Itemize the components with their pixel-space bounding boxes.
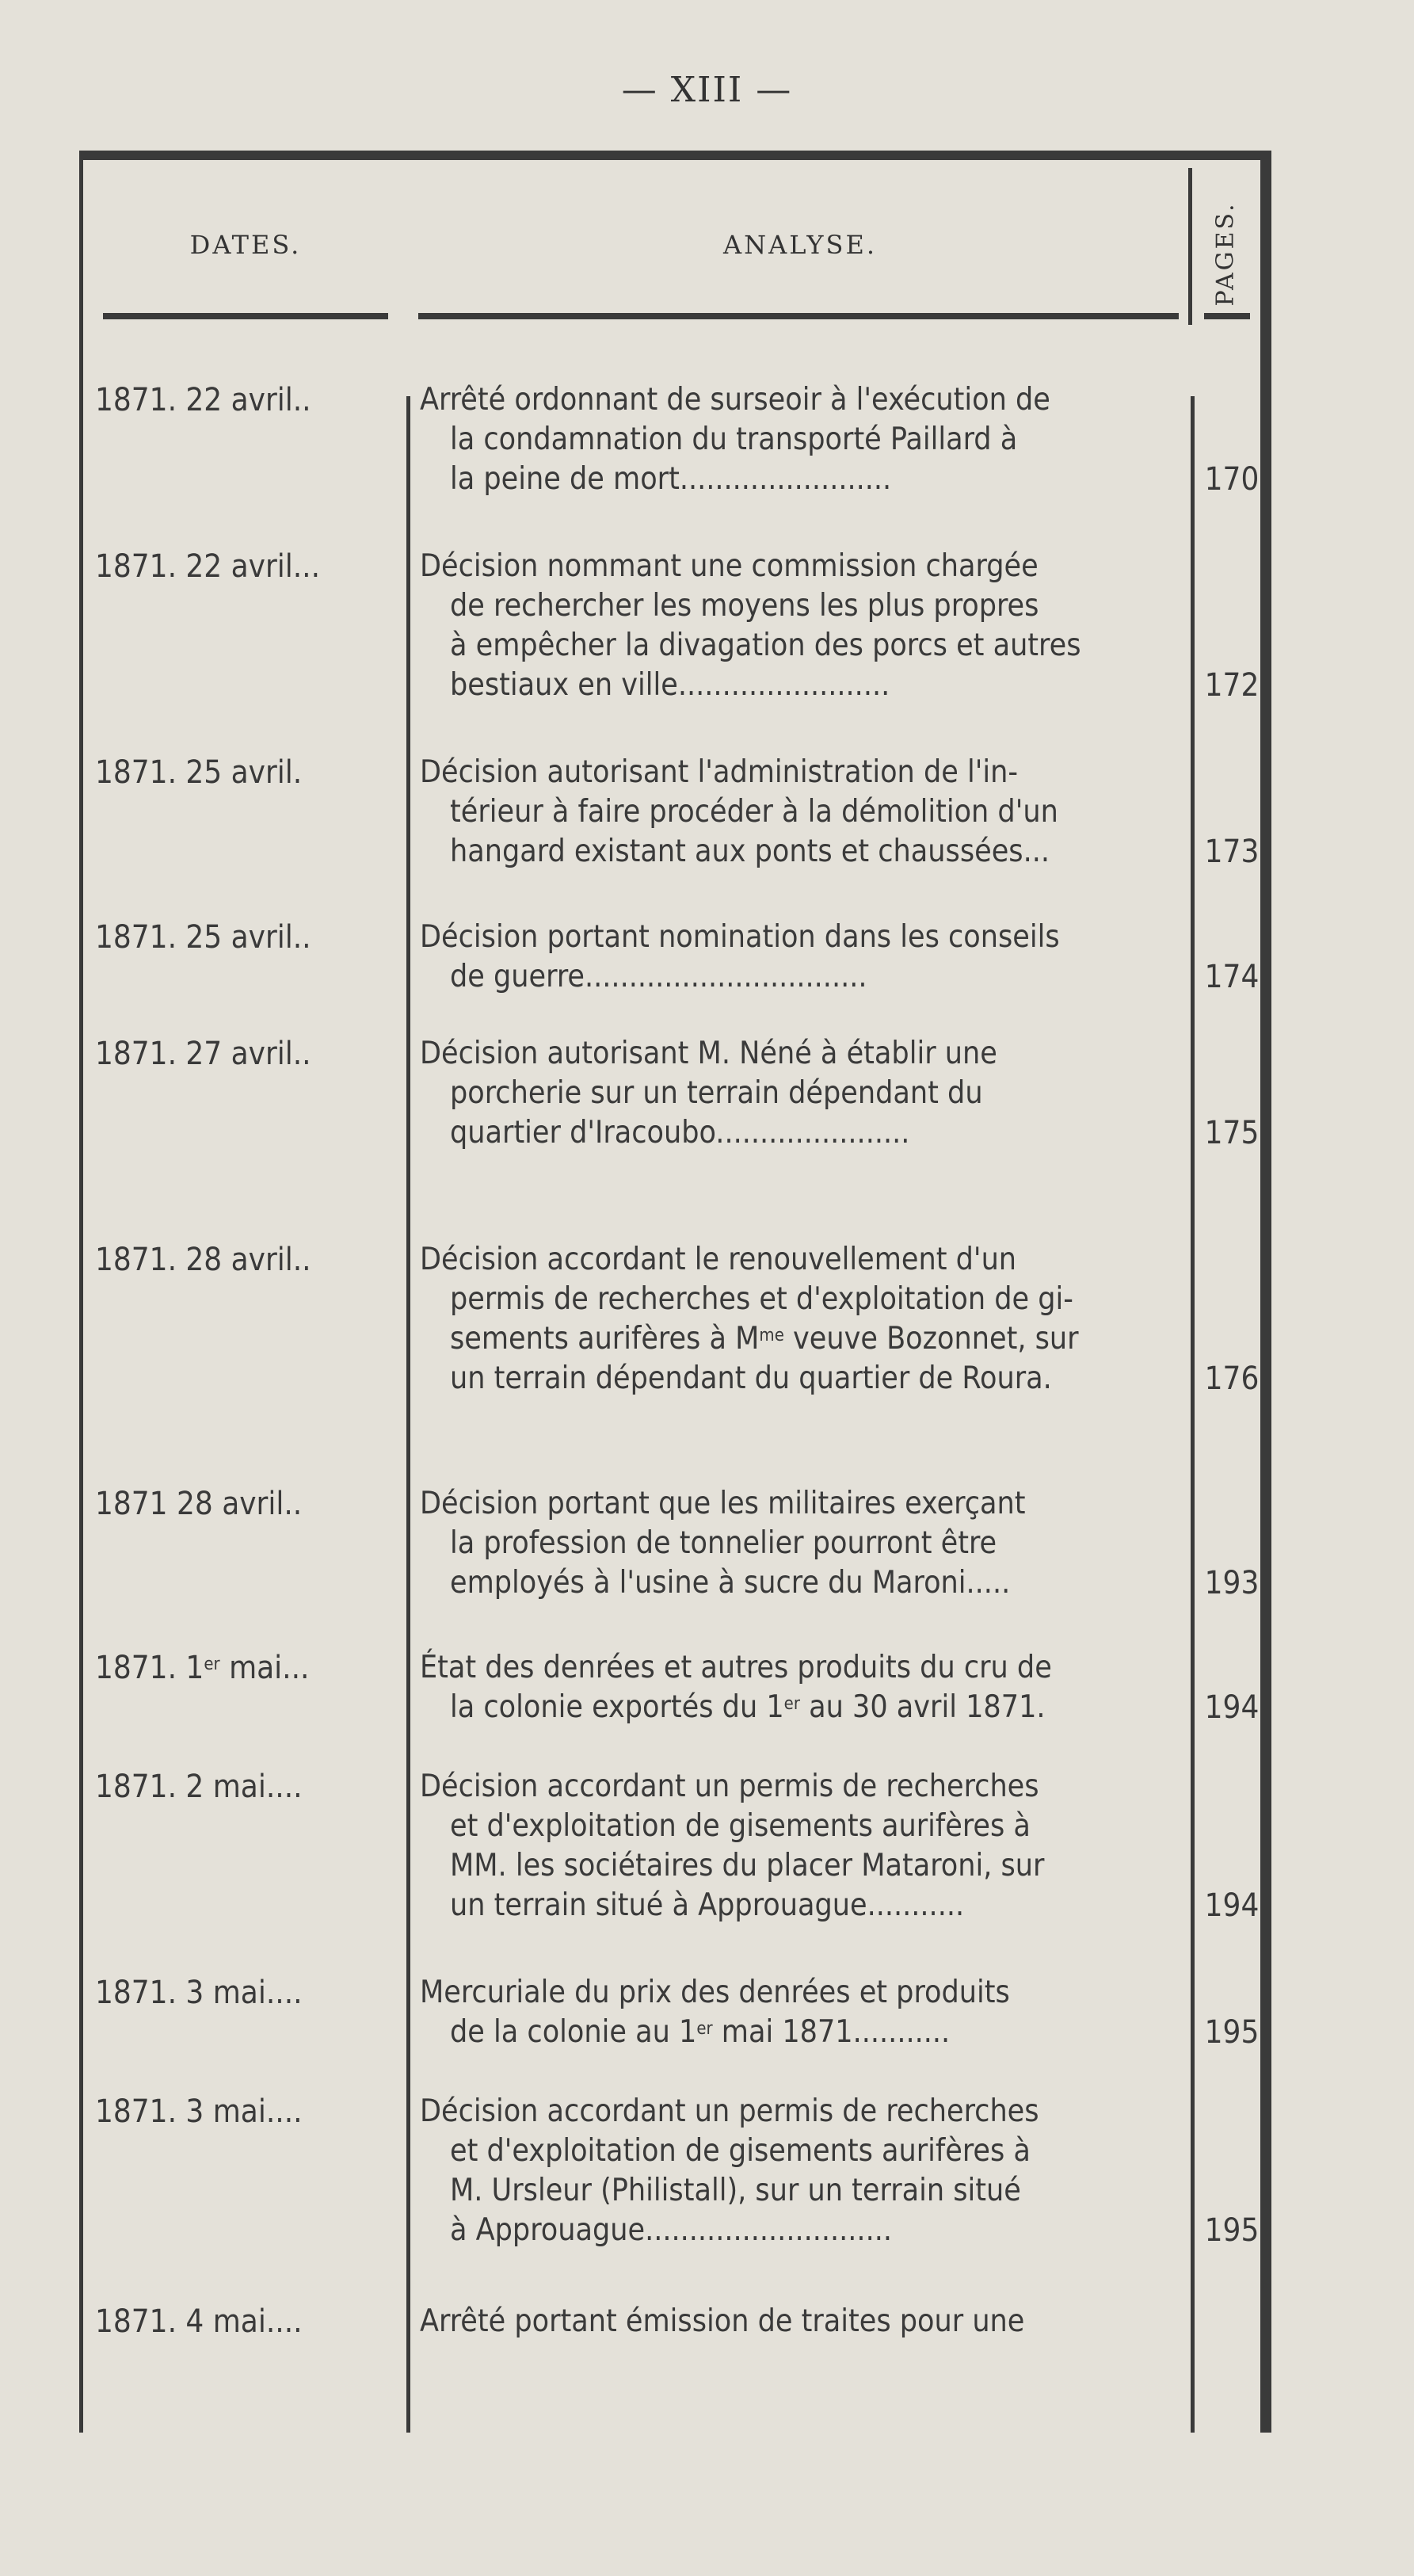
analysis-line: quartier d'Iracoubo...................... [450,1115,910,1151]
entry-date: 1871. 25 avril. [95,754,303,791]
analysis-line: la profession de tonnelier pourront être [450,1525,997,1561]
column-header-analyse: ANALYSE. [723,230,877,260]
entry-page-number: 174 [1204,959,1260,995]
table-right-border [1260,160,1271,2433]
header-rule-pages [1204,313,1250,319]
entry-analysis [420,1973,1179,2052]
analysis-line: la peine de mort........................ [450,461,892,497]
analysis-line: Décision autorisant M. Néné à établir une [420,1036,997,1071]
analysis-line: Décision accordant le renouvellement d'un [420,1242,1017,1277]
entry-analysis [420,918,1179,997]
analysis-line: Décision accordant un permis de recherches [420,2093,1039,2129]
entry-page-number: 170 [1204,461,1260,498]
entry-analysis [420,1648,1179,1727]
analysis-line: État des denrées et autres produits du cru de [420,1650,1052,1685]
entry-page-number: 173 [1204,834,1260,870]
analysis-line: la colonie exportés du 1er au 30 avril 1871. [450,1689,1046,1725]
header-separator-pages [1188,168,1192,325]
analysis-line: à empêcher la divagation des porcs et autres [450,628,1081,663]
entry-analysis [420,1034,1179,1153]
analysis-line: porcherie sur un terrain dépendant du [450,1075,983,1111]
header-rule-dates [103,313,388,319]
entry-page-number: 195 [1204,2014,1260,2051]
analysis-line: M. Ursleur (Philistall), sur un terrain situé [450,2173,1021,2208]
entry-date: 1871. 27 avril.. [95,1036,311,1072]
entry-page-number: 176 [1204,1361,1260,1397]
entry-date: 1871. 28 avril.. [95,1242,311,1278]
entry-analysis [420,753,1179,872]
entry-page-number: 175 [1204,1115,1260,1151]
index-table [79,151,1271,2433]
table-top-rule [79,151,1271,160]
analysis-line: la condamnation du transporté Paillard à [450,422,1018,457]
entry-analysis [420,2092,1179,2250]
entry-analysis [420,1484,1179,1603]
analysis-line: bestiaux en ville........................ [450,667,890,703]
analysis-line: hangard existant aux ponts et chaussées... [450,834,1050,869]
analysis-line: permis de recherches et d'exploitation de gi- [450,1281,1073,1317]
entry-date: 1871. 2 mai.... [95,1769,303,1805]
analysis-line: employés à l'usine à sucre du Maroni..... [450,1565,1011,1601]
analysis-line: et d'exploitation de gisements aurifères à [450,2133,1031,2169]
entry-analysis [420,1767,1179,1925]
header-rule-analyse [418,313,1179,319]
entry-date: 1871. 4 mai.... [95,2303,303,2340]
entry-analysis [420,547,1179,705]
page-header: — XIII — [621,70,793,110]
entry-page-number: 194 [1204,1887,1260,1924]
analysis-line: un terrain situé à Approuague........... [450,1887,965,1923]
entry-page-number: 195 [1204,2212,1260,2249]
analysis-line: Arrêté portant émission de traites pour une [420,2303,1025,2339]
analysis-line: térieur à faire procéder à la démolition d'un [450,794,1058,830]
column-header-dates: DATES. [189,230,302,260]
entry-date: 1871. 22 avril.. [95,382,311,418]
analysis-line: de rechercher les moyens les plus propres [450,588,1039,624]
entry-date: 1871. 1er mai... [95,1650,310,1686]
entry-analysis [420,1240,1179,1399]
entry-analysis [420,2302,1179,2341]
entry-date: 1871. 3 mai.... [95,1975,303,2011]
analysis-line: Décision accordant un permis de recherches [420,1769,1039,1804]
entry-date: 1871. 25 avril.. [95,919,311,956]
analysis-line: de la colonie au 1er mai 1871........... [450,2014,951,2050]
column-header-pages-label: PAGES. [1211,201,1240,306]
entry-date: 1871. 3 mai.... [95,2093,303,2130]
column-header-pages [1194,198,1257,309]
entry-page-number: 172 [1204,667,1260,704]
analysis-line: Mercuriale du prix des denrées et produits [420,1975,1010,2010]
analysis-line: de guerre................................ [450,959,867,994]
entry-page-number: 193 [1204,1565,1260,1601]
analysis-line: Décision autorisant l'administration de l'in- [420,754,1018,790]
analysis-line: Arrêté ordonnant de surseoir à l'exécution de [420,382,1050,418]
analysis-line: sements aurifères à $M^{me}$ veuve Bozonnet, sur [450,1321,1079,1357]
analysis-line: un terrain dépendant du quartier de Roura. [450,1361,1052,1396]
analysis-line: à Approuague............................ [450,2212,892,2248]
entry-analysis [420,380,1179,499]
entry-page-number: 194 [1204,1689,1260,1726]
entry-date: 1871 28 avril.. [95,1486,303,1522]
table-left-border [79,160,83,2433]
analysis-line: Décision portant que les militaires exerçant [420,1486,1026,1521]
column-separator-pages [1191,396,1195,2433]
analysis-line: Décision portant nomination dans les conseils [420,919,1060,955]
entry-date: 1871. 22 avril... [95,548,321,585]
analysis-line: MM. les sociétaires du placer Mataroni, sur [450,1848,1045,1883]
analysis-line: Décision nommant une commission chargée [420,548,1039,584]
analysis-line: et d'exploitation de gisements aurifères à [450,1808,1031,1844]
